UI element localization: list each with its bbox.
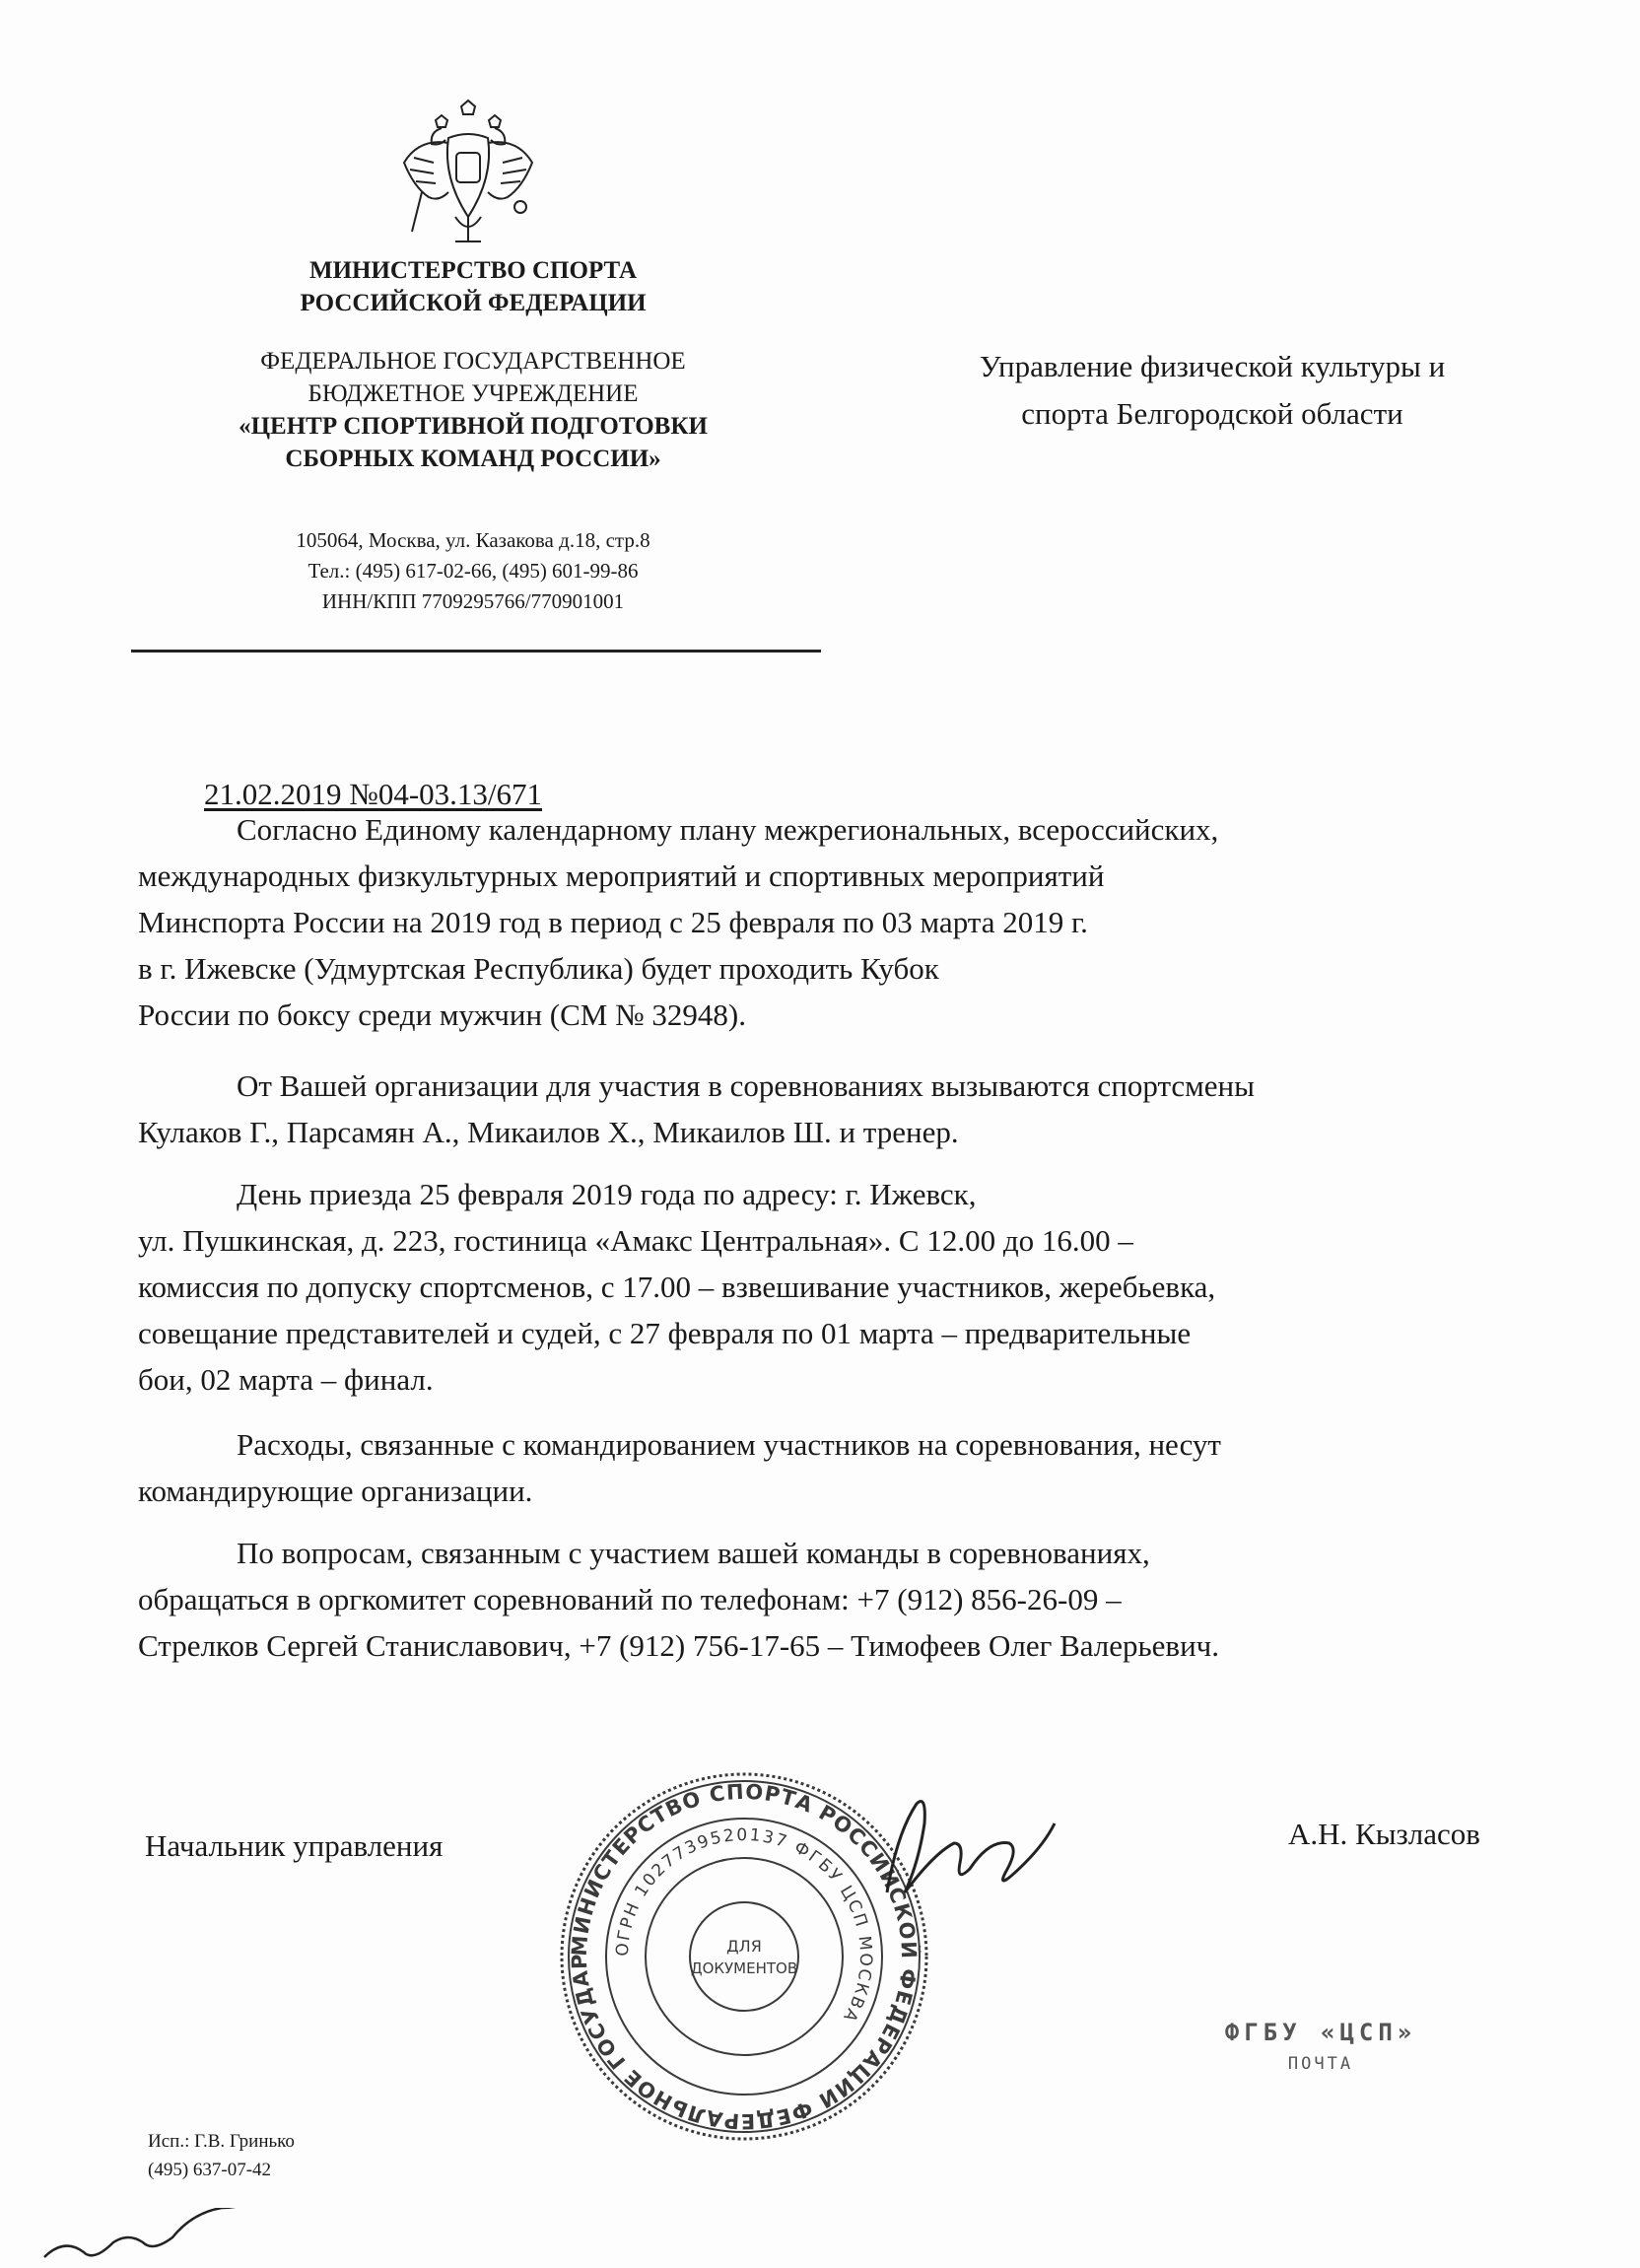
paragraph-line: Согласно Единому календарному плану межрегиональных, всероссийских, xyxy=(237,812,1219,847)
paragraph-line: международных физкультурных мероприятий и спортивных мероприятий xyxy=(138,859,1105,893)
paragraph-line: комиссия по допуску спортсменов, с 17.00 – взвешивание участников, жеребьевка, xyxy=(138,1270,1216,1304)
letterhead-divider xyxy=(131,650,821,653)
paragraph-line: Расходы, связанные с командированием участников на соревнования, несут xyxy=(237,1427,1221,1462)
recipient xyxy=(848,343,1577,438)
paragraph-line: бои, 02 марта – финал. xyxy=(138,1362,434,1397)
office-stamp xyxy=(1202,2019,1439,2074)
office-stamp-line: ФГБУ «ЦСП» xyxy=(1224,2019,1417,2046)
institution-line: ФЕДЕРАЛЬНОЕ ГОСУДАРСТВЕННОЕ xyxy=(260,348,686,375)
institution-address xyxy=(197,525,749,617)
office-stamp-line: ПОЧТА xyxy=(1287,2054,1354,2074)
seal-center-line: ДЛЯ xyxy=(726,1937,762,1956)
paragraph-line: День приезда 25 февраля 2019 года по адресу: г. Ижевск, xyxy=(237,1177,977,1211)
executor-line: Исп.: Г.В. Гринько xyxy=(148,2131,295,2152)
institution-line: «ЦЕНТР СПОРТИВНОЙ ПОДГОТОВКИ xyxy=(239,413,708,440)
ministry-line: МИНИСТЕРСТВО СПОРТА xyxy=(308,257,638,284)
paragraph-line: командирующие организации. xyxy=(138,1474,533,1508)
paragraph-line: От Вашей организации для участия в соревнованиях вызываются спортсмены xyxy=(237,1068,1255,1103)
signatory-title: Начальник управления xyxy=(145,1828,444,1863)
institution-name xyxy=(168,345,779,475)
executor-line: (495) 637-07-42 xyxy=(148,2160,272,2180)
seal-center-line: ДОКУМЕНТОВ xyxy=(690,1959,798,1977)
recipient-line: Управление физической культуры и xyxy=(979,349,1446,383)
paragraph-1 xyxy=(138,806,1532,1038)
coat-of-arms-icon xyxy=(394,99,542,251)
paragraph-line: Минспорта России на 2019 год в период с 25 февраля по 03 марта 2019 г. xyxy=(138,905,1088,939)
initials-scribble xyxy=(39,2208,286,2263)
paragraph-line: По вопросам, связанным с участием вашей команды в соревнованиях, xyxy=(237,1536,1150,1570)
paragraph-3 xyxy=(138,1171,1532,1403)
paragraph-line: ул. Пушкинская, д. 223, гостиница «Амакс Центральная». С 12.00 до 16.00 – xyxy=(138,1223,1133,1258)
paragraph-5 xyxy=(138,1530,1532,1669)
signatory-name: А.Н. Кызласов xyxy=(1288,1817,1480,1851)
institution-line: БЮДЖЕТНОЕ УЧРЕЖДЕНИЕ xyxy=(308,380,639,407)
paragraph-line: в г. Ижевске (Удмуртская Республика) будет проходить Кубок xyxy=(138,951,939,986)
paragraph-line: обращаться в оргкомитет соревнований по телефонам: +7 (912) 856-26-09 – xyxy=(138,1582,1122,1616)
paragraph-line: совещание представителей и судей, с 27 февраля по 01 марта – предварительные xyxy=(138,1316,1192,1350)
executor-info xyxy=(148,2127,295,2184)
institution-line: СБОРНЫХ КОМАНД РОССИИ» xyxy=(285,446,661,472)
paragraph-4 xyxy=(138,1421,1532,1514)
paragraph-line: Стрелков Сергей Станиславович, +7 (912) 756-17-65 – Тимофеев Олег Валерьевич. xyxy=(138,1628,1220,1663)
registration-number: 21.02.2019 №04-03.13/671 xyxy=(204,777,543,811)
paragraph-2 xyxy=(138,1063,1532,1155)
address-line: 105064, Москва, ул. Казакова д.18, стр.8 xyxy=(296,528,650,552)
address-line: ИНН/КПП 7709295766/770901001 xyxy=(321,589,625,613)
seal-inner-text: ОГРН 1027739520137 ФГБУ ЦСП МОСКВА xyxy=(612,1824,876,2027)
svg-text:ОГРН 1027739520137 ФГБУ ЦСП МО xyxy=(613,1825,875,2027)
seal-outer-text: МИНИСТЕРСТВО СПОРТА РОССИЙСКОЙ ФЕДЕРАЦИИ ФЕДЕРАЛЬНОЕ ГОСУДАР xyxy=(567,1779,922,2134)
paragraph-line: России по боксу среди мужчин (СМ № 32948). xyxy=(138,997,747,1032)
ministry-name xyxy=(227,254,719,319)
paragraph-line: Кулаков Г., Парсамян А., Микаилов Х., Микаилов Ш. и тренер. xyxy=(138,1115,959,1149)
recipient-line: спорта Белгородской области xyxy=(1021,396,1403,431)
ministry-line: РОССИЙСКОЙ ФЕДЕРАЦИИ xyxy=(300,290,647,316)
address-line: Тел.: (495) 617-02-66, (495) 601-99-86 xyxy=(308,559,639,583)
handwritten-signature xyxy=(867,1774,1074,1922)
